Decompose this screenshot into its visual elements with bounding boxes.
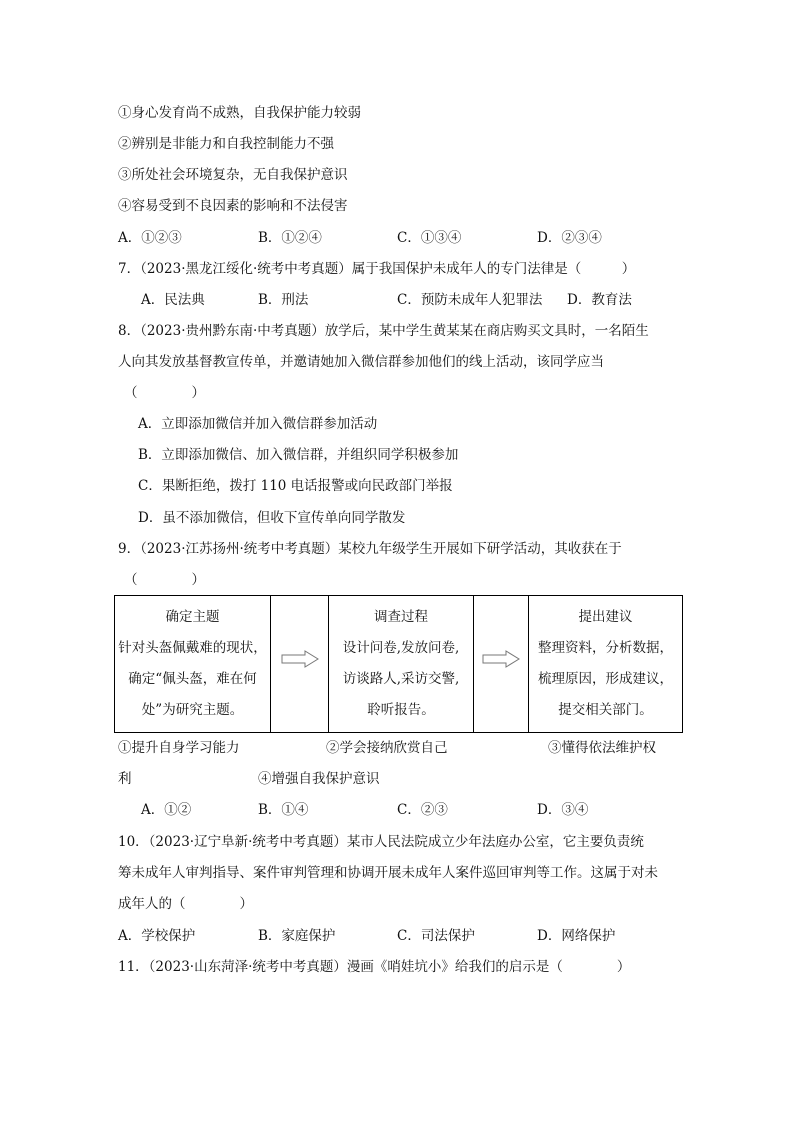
q7-option-c: C．预防未成年人犯罪法 <box>397 292 543 308</box>
q9-option-c: C．②③ <box>397 802 448 818</box>
flow-box-suggestion-title: 提出建议 <box>578 609 633 625</box>
q6-option-d: D．②③④ <box>537 230 602 246</box>
right-arrow-icon <box>281 650 319 668</box>
q9-stem-line-2: （ ） <box>124 572 205 588</box>
q10-option-a: A．学校保护 <box>118 928 196 944</box>
q6-statement-4: ④容易受到不良因素的影响和不法侵害 <box>118 198 348 214</box>
q6-statement-1: ①身心发育尚不成熟，自我保护能力较弱 <box>118 105 361 121</box>
q8-option-d: D．虽不添加微信，但收下宣传单向同学散发 <box>138 510 406 526</box>
flow-box-suggestion-line: 提交相关部门。 <box>558 702 653 718</box>
flow-box-survey-title: 调查过程 <box>374 609 428 625</box>
q9-stem-line-1: 9．（2023·江苏扬州·统考中考真题）某校九年级学生开展如下研学活动，其收获在于 <box>118 541 622 557</box>
q6-option-c: C．①③④ <box>397 230 462 246</box>
q7-option-a: A．民法典 <box>141 292 205 308</box>
flow-box-suggestion <box>529 596 683 733</box>
flow-box-survey-line: 设计问卷,发放问卷, <box>342 640 460 656</box>
right-arrow-icon <box>482 650 520 668</box>
flow-box-topic-line: 处”为研究主题。 <box>141 702 244 718</box>
q6-option-b: B．①②④ <box>258 230 322 246</box>
q8-stem-line-3: （ ） <box>124 385 205 401</box>
flow-box-topic-title: 确定主题 <box>165 609 220 625</box>
q6-statement-2: ②辨别是非能力和自我控制能力不强 <box>118 136 334 152</box>
q9-statement-4: ④增强自我保护意识 <box>258 771 380 787</box>
q9-statement-3-wrap: 利 <box>118 771 132 787</box>
q10-stem-line-3: 成年人的（ ） <box>118 896 253 912</box>
research-flow-table <box>114 595 683 733</box>
q7-stem: 7．（2023·黑龙江绥化·统考中考真题）属于我国保护未成年人的专门法律是（ ） <box>118 261 636 277</box>
flow-box-topic <box>115 596 271 733</box>
q8-option-a: A．立即添加微信并加入微信群参加活动 <box>138 416 378 432</box>
q9-option-d: D．③④ <box>537 802 589 818</box>
q6-option-a: A．①②③ <box>118 230 182 246</box>
q8-stem-line-2: 人向其发放基督教宣传单，并邀请她加入微信群参加他们的线上活动，该同学应当 <box>118 354 604 370</box>
q10-option-c: C．司法保护 <box>397 928 475 944</box>
q9-statement-2: ②学会接纳欣赏自己 <box>326 740 448 756</box>
flow-box-survey <box>329 596 474 733</box>
flow-box-topic-line: 针对头盔佩戴难的现状， <box>118 640 267 656</box>
q9-option-a: A．①② <box>141 802 192 818</box>
q6-statement-3: ③所处社会环境复杂，无自我保护意识 <box>118 167 348 183</box>
q11-stem: 11．（2023·山东菏泽·统考中考真题）漫画《哨娃坑小》给我们的启示是（ ） <box>118 959 631 975</box>
q10-option-d: D．网络保护 <box>537 928 616 944</box>
q10-stem-line-1: 10．（2023·辽宁阜新·统考中考真题）某市人民法院成立少年法庭办公室，它主要负责统 <box>118 834 644 850</box>
q10-stem-line-2: 筹未成年人审判指导、案件审判管理和协调开展未成年人案件巡回审判等工作。这属于对未 <box>118 865 658 881</box>
flow-arrow-cell <box>474 596 529 733</box>
q10-option-b: B．家庭保护 <box>258 928 336 944</box>
flow-box-survey-line: 访谈路人,采访交警, <box>342 671 460 687</box>
q9-statement-1: ①提升自身学习能力 <box>118 740 240 756</box>
q7-option-d: D．教育法 <box>567 292 632 308</box>
q7-option-b: B．刑法 <box>258 292 309 308</box>
flow-box-topic-line: 确定“佩头盔，难在何 <box>128 671 257 687</box>
q8-option-c: C．果断拒绝，拨打 110 电话报警或向民政部门举报 <box>138 478 453 494</box>
q8-option-b: B．立即添加微信、加入微信群，并组织同学积极参加 <box>138 447 459 463</box>
flow-box-survey-line: 聆听报告。 <box>367 702 435 718</box>
flow-arrow-cell <box>271 596 329 733</box>
q9-statement-3: ③懂得依法维护权 <box>548 740 656 756</box>
flow-box-suggestion-line: 整理资料，分析数据， <box>538 640 673 656</box>
flow-box-suggestion-line: 梳理原因，形成建议， <box>538 671 673 687</box>
q9-option-b: B．①④ <box>258 802 309 818</box>
q8-stem-line-1: 8．（2023·贵州黔东南·中考真题）放学后，某中学生黄某某在商店购买文具时，一名陌生 <box>118 323 649 339</box>
